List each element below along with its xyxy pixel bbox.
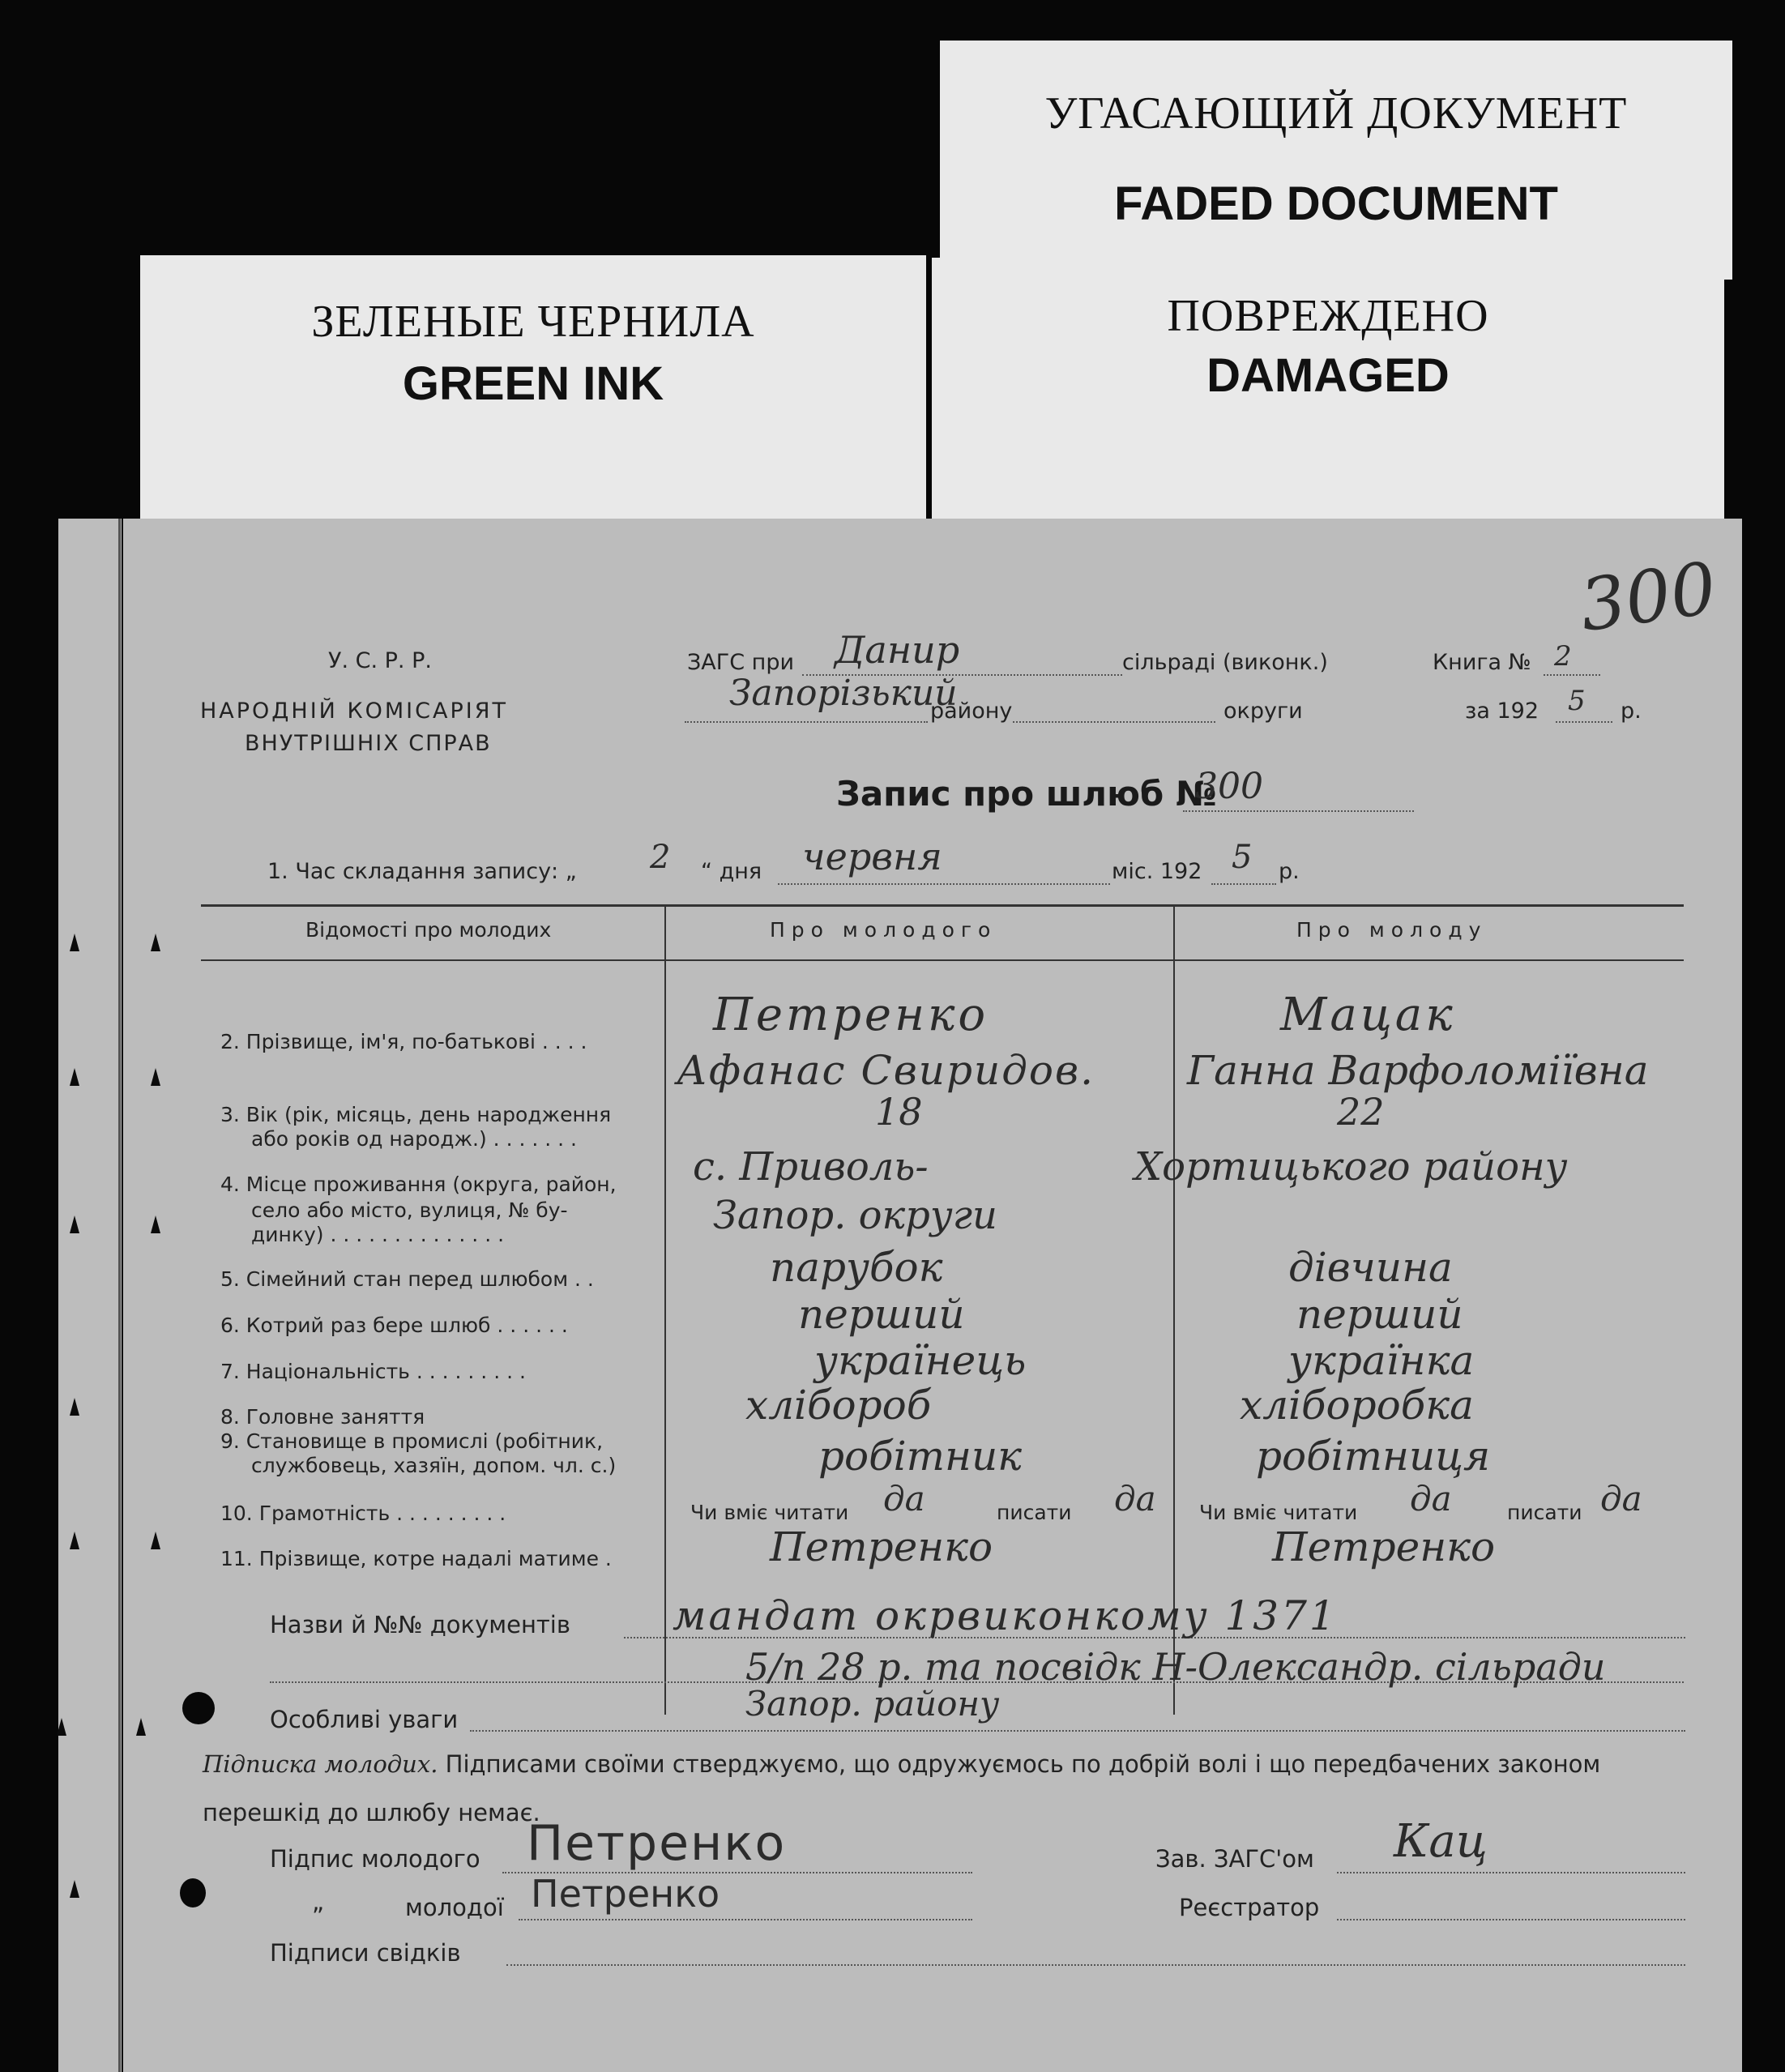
green-ink-card [140,255,926,539]
record-month-line [778,883,1110,885]
groom-family-status: парубок [770,1244,943,1291]
commissariat-line-2: ВНУТРІШНІХ СПРАВ [245,731,492,756]
bride-write-label: писати [1507,1501,1582,1524]
documents-value-1: мандат окрвиконкому 1371 [673,1592,1338,1639]
record-day-suffix: “ дня [701,859,762,884]
declaration-italic: Підписка молодих. [203,1750,438,1778]
col-header-info: Відомості про молодих [305,918,552,942]
bride-names: Ганна Варфоломіївна [1187,1047,1649,1094]
table-header-rule [201,959,1684,961]
table-top-rule [201,904,1684,907]
remarks-line [470,1730,1685,1732]
groom-names: Афанас Свиридов. [677,1047,1095,1094]
bride-position: робітниця [1256,1433,1491,1480]
council-label: сільраді (виконк.) [1122,650,1328,675]
groom-write-label: писати [997,1501,1072,1524]
okrug-label: округи [1223,698,1303,724]
groom-surname: Петренко [713,989,989,1041]
bride-age: 22 [1337,1090,1385,1134]
bride-read-label: Чи вміє читати [1199,1501,1358,1524]
bride-signature-line [519,1919,972,1920]
zags-value: Данир [835,628,960,672]
col-header-groom: Про молодого [770,918,997,942]
book-value: 2 [1554,640,1572,673]
documents-value-2: 5/п 28 р. та посвідк Н-Олександр. сільради [745,1645,1606,1689]
binding-spine [58,519,122,2072]
groom-occupation: хлібороб [745,1382,932,1429]
groom-reads: да [883,1479,925,1519]
record-year: 5 [1232,839,1253,876]
row-label-residence-2: село або місто, вулиця, № бу- [251,1198,568,1222]
record-number: 300 [1195,766,1263,807]
book-label: Книга № [1433,650,1531,675]
groom-read-label: Чи вміє читати [690,1501,849,1524]
declaration-text-2: перешкід до шлюбу немає. [203,1799,540,1826]
groom-marriage-count: перший [798,1291,965,1338]
bride-writes: да [1600,1479,1642,1519]
record-time-label: 1. Час складання запису: „ [267,859,577,884]
year-line [1556,721,1612,723]
bride-occupation: хліборобка [1240,1382,1474,1429]
row-label-position-2: службовець, хазяїн, допом. чл. с.) [251,1454,617,1477]
corner-number: 300 [1574,545,1722,648]
declaration-text [203,1750,1600,1778]
row-label-residence-3: динку) . . . . . . . . . . . . . . [251,1223,505,1246]
card-label-ru: ПОВРЕЖДЕНО [1167,291,1489,341]
col-header-bride: Про молоду [1296,918,1488,942]
bride-family-status: дівчина [1288,1244,1453,1291]
remarks-label: Особливі уваги [270,1706,459,1733]
faded-document-card [940,41,1732,280]
zags-label: ЗАГС при [687,650,795,675]
witnesses-label: Підписи свідків [270,1939,461,1967]
punch-hole [182,1692,215,1724]
card-label-ru: УГАСАЮЩИЙ ДОКУМЕНТ [1044,88,1628,139]
zags-head-line [1337,1872,1685,1873]
card-label-en: DAMAGED [1206,349,1450,402]
bride-nationality: українка [1288,1337,1475,1384]
row-label-age-2: або років од народж.) . . . . . . . [251,1127,577,1151]
year-label: за 192 [1465,698,1539,724]
quote-mark: „ [312,1888,325,1916]
row-label-name: 2. Прізвище, ім'я, по-батькові . . . . [220,1030,587,1053]
record-year-suffix: р. [1279,859,1300,884]
row-label-residence: 4. Місце проживання (округа, район, [220,1173,617,1196]
groom-writes: да [1114,1479,1156,1519]
republic-label: У. С. Р. Р. [328,648,432,673]
groom-position: робітник [818,1433,1023,1480]
book-line [1544,674,1600,676]
groom-signature: Петренко [527,1815,787,1872]
record-month: червня [802,835,942,878]
commissariat-line-1: НАРОДНІЙ КОМІСАРІЯТ [200,698,508,724]
witnesses-line [506,1964,1685,1966]
card-label-en: FADED DOCUMENT [1114,177,1558,230]
year-suffix: р. [1621,698,1642,724]
row-label-future-surname: 11. Прізвище, котре надалі матиме . [220,1547,612,1570]
record-year-label: міс. 192 [1112,859,1202,884]
groom-future-surname: Петренко [770,1523,993,1570]
documents-label: Назви й №№ документів [270,1611,570,1638]
bride-reads: да [1410,1479,1452,1519]
bride-residence: Хортицького району [1134,1144,1568,1190]
declaration-body: Підписами своїми стверджуємо, що одружуємось по добрій волі і що передбачених законом [445,1750,1601,1778]
year-value: 5 [1568,685,1586,717]
page-title: Запис про шлюб № [836,774,1217,814]
bride-future-surname: Петренко [1272,1523,1496,1570]
zags-head-label: Зав. ЗАГС'ом [1155,1845,1314,1873]
district-value: Запорізький [729,673,958,714]
bride-signature: Петренко [531,1872,720,1916]
row-label-age: 3. Вік (рік, місяць, день народження [220,1103,612,1126]
zags-head-signature: Кац [1394,1815,1488,1868]
documents-value-3: Запор. району [745,1684,1000,1724]
damaged-card [932,258,1724,533]
bride-marriage-count: перший [1296,1291,1463,1338]
district-label: району [930,698,1013,724]
row-label-nationality: 7. Національність . . . . . . . . . [220,1360,526,1383]
registrar-line [1337,1919,1685,1920]
groom-age: 18 [875,1090,923,1134]
registrar-label: Реєстратор [1179,1894,1320,1921]
card-label-en: GREEN INK [402,357,664,410]
groom-nationality: українець [814,1337,1027,1384]
binding-edge [118,519,121,2072]
row-label-literacy: 10. Грамотність . . . . . . . . . [220,1502,506,1525]
bride-signature-label: молодої [405,1894,504,1921]
punch-hole [180,1878,206,1908]
row-label-family-status: 5. Сімейний стан перед шлюбом . . [220,1267,594,1291]
row-label-marriage-count: 6. Котрий раз бере шлюб . . . . . . [220,1314,568,1337]
title-number-line [1183,810,1414,812]
record-day: 2 [650,839,671,876]
groom-residence-2: Запор. округи [713,1193,997,1238]
row-label-occupation: 8. Головне заняття [220,1405,425,1429]
row-label-position: 9. Становище в промислі (робітник, [220,1429,604,1453]
okrug-line [1013,721,1215,723]
card-label-ru: ЗЕЛЕНЫЕ ЧЕРНИЛА [311,297,755,347]
district-line [685,721,928,723]
table-col-divider-1 [664,904,666,1715]
bride-surname: Мацак [1280,989,1456,1041]
groom-signature-label: Підпис молодого [270,1845,480,1873]
record-year-line [1211,883,1276,885]
groom-residence-1: с. Приволь- [693,1144,929,1190]
